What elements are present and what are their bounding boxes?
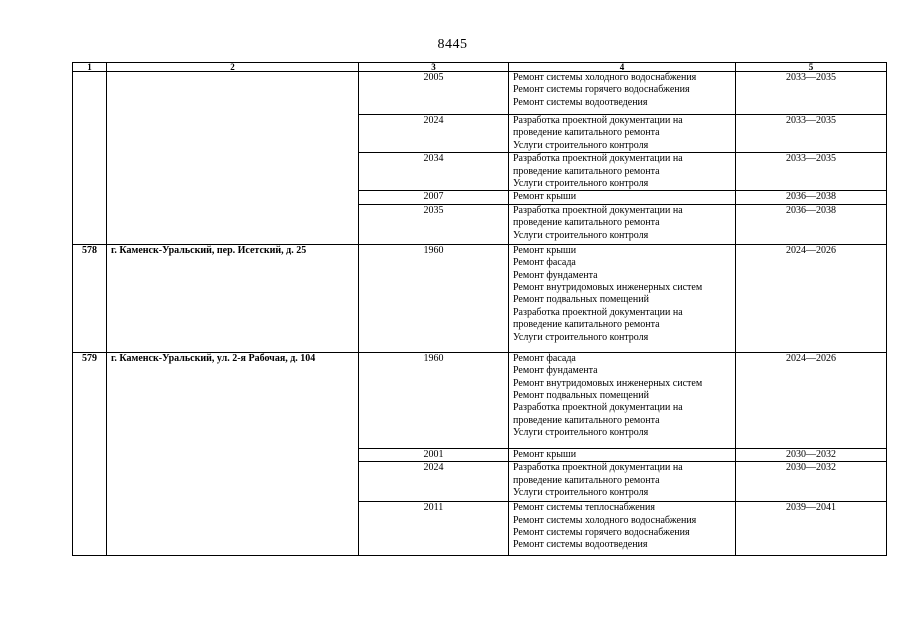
- period-cell: 2036—2038: [736, 191, 887, 204]
- year-cell: 2035: [359, 204, 509, 244]
- work-item: Ремонт внутридомовых инженерных систем: [513, 282, 703, 294]
- works-cell: [509, 462, 736, 502]
- work-item: Ремонт подвальных помещений: [513, 390, 649, 402]
- work-item: Услуги строительного контроля: [513, 427, 649, 439]
- work-item: Ремонт системы водоотведения: [513, 96, 648, 108]
- work-item: Услуги строительного контроля: [513, 178, 649, 190]
- table-row: [73, 352, 887, 448]
- work-item: Ремонт крыши: [513, 191, 577, 203]
- work-item: Ремонт фасада: [513, 352, 576, 364]
- work-item: Услуги строительного контроля: [513, 229, 649, 241]
- address-cell: г. Каменск-Уральский, пер. Исетский, д. 25: [107, 244, 359, 352]
- work-item: Услуги строительного контроля: [513, 487, 649, 499]
- work-item: Ремонт крыши: [513, 448, 577, 460]
- period-cell: 2033—2035: [736, 153, 887, 191]
- work-item: Ремонт системы водоотведения: [513, 539, 648, 551]
- table-row: [73, 244, 887, 352]
- work-item: Услуги строительного контроля: [513, 331, 649, 343]
- header-row: [73, 63, 887, 72]
- work-item: Ремонт системы горячего водоснабжения: [513, 84, 690, 96]
- work-item: Разработка проектной документации на: [513, 402, 683, 414]
- header-col-1: 1: [73, 63, 107, 72]
- works-cell: [509, 244, 736, 352]
- year-cell: 2005: [359, 72, 509, 115]
- works-cell: [509, 352, 736, 448]
- work-item: Разработка проектной документации на: [513, 204, 683, 216]
- work-item: Ремонт крыши: [513, 244, 577, 256]
- period-cell: 2033—2035: [736, 72, 887, 115]
- work-item: Разработка проектной документации на: [513, 153, 683, 165]
- period-cell: 2024—2026: [736, 244, 887, 352]
- page-number: 8445: [437, 37, 468, 52]
- year-cell: 1960: [359, 352, 509, 448]
- header-col-3: 3: [359, 63, 509, 72]
- work-item: Ремонт системы холодного водоснабжения: [513, 514, 697, 526]
- work-item: Разработка проектной документации на: [513, 115, 683, 126]
- work-item: проведение капитального ремонта: [513, 165, 660, 177]
- works-cell: [509, 153, 736, 191]
- work-item: проведение капитального ремонта: [513, 127, 660, 139]
- work-item: Разработка проектной документации на: [513, 462, 683, 474]
- period-cell: 2039—2041: [736, 502, 887, 556]
- period-cell: 2036—2038: [736, 204, 887, 244]
- works-cell: [509, 72, 736, 115]
- entry-number-cell: 578: [73, 244, 107, 352]
- table-row: [73, 72, 887, 115]
- year-cell: 2001: [359, 448, 509, 461]
- work-item: Ремонт фасада: [513, 257, 576, 269]
- work-item: проведение капитального ремонта: [513, 319, 660, 331]
- address-cell: [107, 72, 359, 245]
- work-item: Услуги строительного контроля: [513, 139, 649, 151]
- year-cell: 2011: [359, 502, 509, 556]
- period-cell: 2024—2026: [736, 352, 887, 448]
- work-item: Ремонт системы горячего водоснабжения: [513, 527, 690, 539]
- year-cell: 1960: [359, 244, 509, 352]
- year-cell: 2034: [359, 153, 509, 191]
- work-item: проведение капитального ремонта: [513, 414, 660, 426]
- period-cell: 2030—2032: [736, 462, 887, 502]
- works-cell: [509, 115, 736, 153]
- entry-number-cell: 579: [73, 352, 107, 555]
- entry-number-cell: [73, 72, 107, 245]
- works-cell: [509, 191, 736, 204]
- capital-repair-table: [72, 62, 887, 556]
- work-item: проведение капитального ремонта: [513, 474, 660, 486]
- works-cell: [509, 502, 736, 556]
- works-cell: [509, 448, 736, 461]
- header-col-2: 2: [107, 63, 359, 72]
- address-cell: г. Каменск-Уральский, ул. 2-я Рабочая, д. 104: [107, 352, 359, 555]
- work-item: Ремонт внутридомовых инженерных систем: [513, 377, 703, 389]
- work-item: Ремонт фундамента: [513, 365, 598, 377]
- year-cell: 2024: [359, 115, 509, 153]
- header-col-4: 4: [509, 63, 736, 72]
- work-item: Разработка проектной документации на: [513, 306, 683, 318]
- period-cell: 2033—2035: [736, 115, 887, 153]
- work-item: Ремонт фундамента: [513, 269, 598, 281]
- header-col-5: 5: [736, 63, 887, 72]
- work-item: проведение капитального ремонта: [513, 217, 660, 229]
- year-cell: 2024: [359, 462, 509, 502]
- year-cell: 2007: [359, 191, 509, 204]
- work-item: Ремонт системы теплоснабжения: [513, 502, 655, 514]
- work-item: Ремонт системы холодного водоснабжения: [513, 72, 697, 83]
- period-cell: 2030—2032: [736, 448, 887, 461]
- works-cell: [509, 204, 736, 244]
- work-item: Ремонт подвальных помещений: [513, 294, 649, 306]
